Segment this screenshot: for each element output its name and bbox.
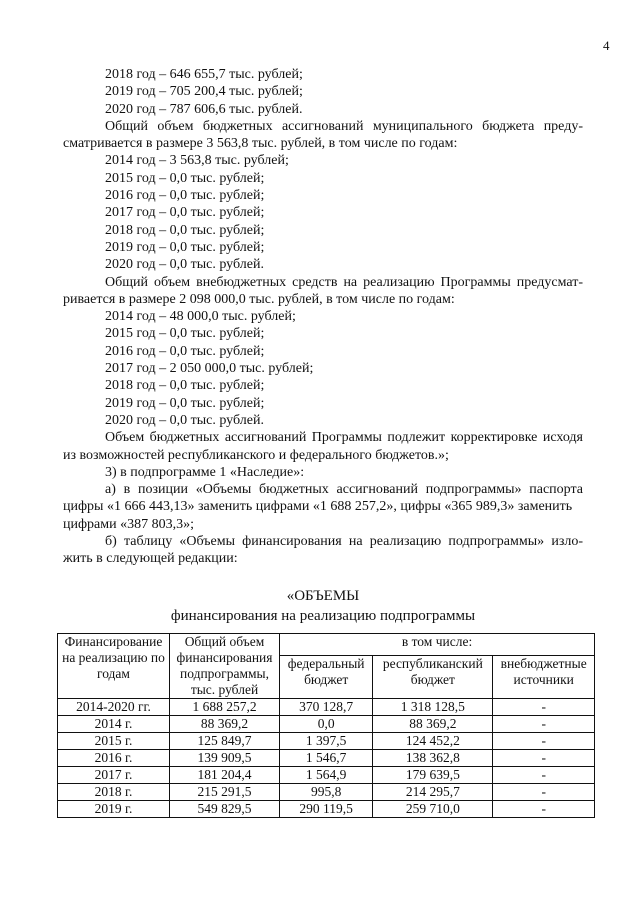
table-cell: -	[493, 699, 595, 716]
table-cell: 2014-2020 гг.	[58, 699, 170, 716]
table-cell: 2017 г.	[58, 767, 170, 784]
table-cell: -	[493, 733, 595, 750]
text-line: цифры «1 666 443,13» заменить цифрами «1 688 257,2», цифры «365 989,3» заменить	[63, 499, 573, 515]
text-line: цифрами «387 803,3»;	[63, 516, 195, 532]
table-cell: 1 318 128,5	[373, 699, 493, 716]
financing-table	[57, 633, 595, 818]
text-line: 2017 год – 0,0 тыс. рублей;	[105, 205, 265, 221]
text-line: из возможностей республиканского и федерального бюджетов.»;	[63, 447, 449, 463]
table-row	[58, 801, 595, 818]
text-line: Объем бюджетных ассигнований Программы подлежит корректировке исходя	[105, 430, 583, 446]
text-line: 2018 год – 646 655,7 тыс. рублей;	[105, 67, 303, 82]
text-line: жить в следующей редакции:	[63, 551, 238, 567]
text-line: б) таблицу «Объемы финансирования на реализацию подпрограммы» изло-	[105, 534, 583, 550]
header-including: в том числе:	[280, 634, 595, 656]
text-line: 2020 год – 0,0 тыс. рублей.	[105, 257, 264, 273]
header-total: Общий объем финансирования подпрограммы, тыс. рублей	[169, 634, 279, 699]
table-cell: 1 546,7	[280, 750, 373, 767]
text-line: 2020 год – 787 606,6 тыс. рублей.	[105, 101, 303, 117]
table-heading	[63, 586, 583, 626]
table-cell: -	[493, 716, 595, 733]
table-cell: 290 119,5	[280, 801, 373, 818]
table-row	[58, 767, 595, 784]
text-line: 2015 год – 0,0 тыс. рублей;	[105, 170, 265, 186]
text-line: 2016 год – 0,0 тыс. рублей;	[105, 188, 265, 204]
text-line: 2019 год – 705 200,4 тыс. рублей;	[105, 84, 303, 100]
text-line: сматривается в размере 3 563,8 тыс. рублей, в том числе по годам:	[63, 136, 458, 152]
table-cell: 179 639,5	[373, 767, 493, 784]
table-cell: 2019 г.	[58, 801, 170, 818]
table-cell: 139 909,5	[169, 750, 279, 767]
table-cell: 215 291,5	[169, 784, 279, 801]
text-line: Общий объем внебюджетных средств на реализацию Программы предусмат-	[105, 274, 583, 290]
text-line: 2016 год – 0,0 тыс. рублей;	[105, 343, 265, 359]
text-line: 2019 год – 0,0 тыс. рублей;	[105, 395, 265, 411]
table-cell: 2018 г.	[58, 784, 170, 801]
table-cell: 370 128,7	[280, 699, 373, 716]
text-line: 2017 год – 2 050 000,0 тыс. рублей;	[105, 361, 314, 377]
table-cell: 1 397,5	[280, 733, 373, 750]
text-line: 2014 год – 3 563,8 тыс. рублей;	[105, 153, 289, 169]
table-cell: 138 362,8	[373, 750, 493, 767]
table-cell: -	[493, 750, 595, 767]
header-federal: федеральный бюджет	[280, 656, 373, 699]
table-cell: 124 452,2	[373, 733, 493, 750]
text-line: 2018 год – 0,0 тыс. рублей;	[105, 222, 265, 238]
table-title: «ОБЪЕМЫ	[286, 588, 360, 604]
table-cell: 259 710,0	[373, 801, 493, 818]
text-line: Общий объем бюджетных ассигнований муниципального бюджета преду-	[105, 118, 583, 134]
text-line: 3) в подпрограмме 1 «Наследие»:	[105, 464, 305, 480]
table-cell: 549 829,5	[169, 801, 279, 818]
table-cell: 0,0	[280, 716, 373, 733]
page-number: 4	[603, 38, 610, 53]
table-cell: -	[493, 767, 595, 784]
table-cell: 88 369,2	[169, 716, 279, 733]
text-line: 2015 год – 0,0 тыс. рублей;	[105, 326, 265, 342]
table-cell: 2015 г.	[58, 733, 170, 750]
table-cell: 1 688 257,2	[169, 699, 279, 716]
text-line: 2020 год – 0,0 тыс. рублей.	[105, 412, 264, 428]
table-cell: 125 849,7	[169, 733, 279, 750]
table-cell: 1 564,9	[280, 767, 373, 784]
table-subtitle: финансирования на реализацию подпрограммы	[170, 608, 476, 624]
table-cell: -	[493, 784, 595, 801]
text-line: 2014 год – 48 000,0 тыс. рублей;	[105, 309, 296, 325]
table-cell: 2016 г.	[58, 750, 170, 767]
header-extrabudget: внебюджетные источники	[493, 656, 595, 699]
table-cell: 88 369,2	[373, 716, 493, 733]
table-row	[58, 733, 595, 750]
table-row	[58, 716, 595, 733]
table-row	[58, 750, 595, 767]
header-republic: республиканский бюджет	[373, 656, 493, 699]
table-cell: 995,8	[280, 784, 373, 801]
text-line: 2019 год – 0,0 тыс. рублей;	[105, 239, 265, 255]
header-period: Финансирование на реализацию по годам	[58, 634, 170, 699]
table-cell: 214 295,7	[373, 784, 493, 801]
text-line: 2018 год – 0,0 тыс. рублей;	[105, 378, 265, 394]
table-cell: 181 204,4	[169, 767, 279, 784]
table-row	[58, 699, 595, 716]
body-text	[63, 66, 583, 568]
table-cell: 2014 г.	[58, 716, 170, 733]
text-line: ривается в размере 2 098 000,0 тыс. рублей, в том числе по годам:	[63, 291, 455, 307]
table-cell: -	[493, 801, 595, 818]
table-row	[58, 784, 595, 801]
text-line: а) в позиции «Объемы бюджетных ассигнований подпрограммы» паспорта	[105, 482, 583, 498]
